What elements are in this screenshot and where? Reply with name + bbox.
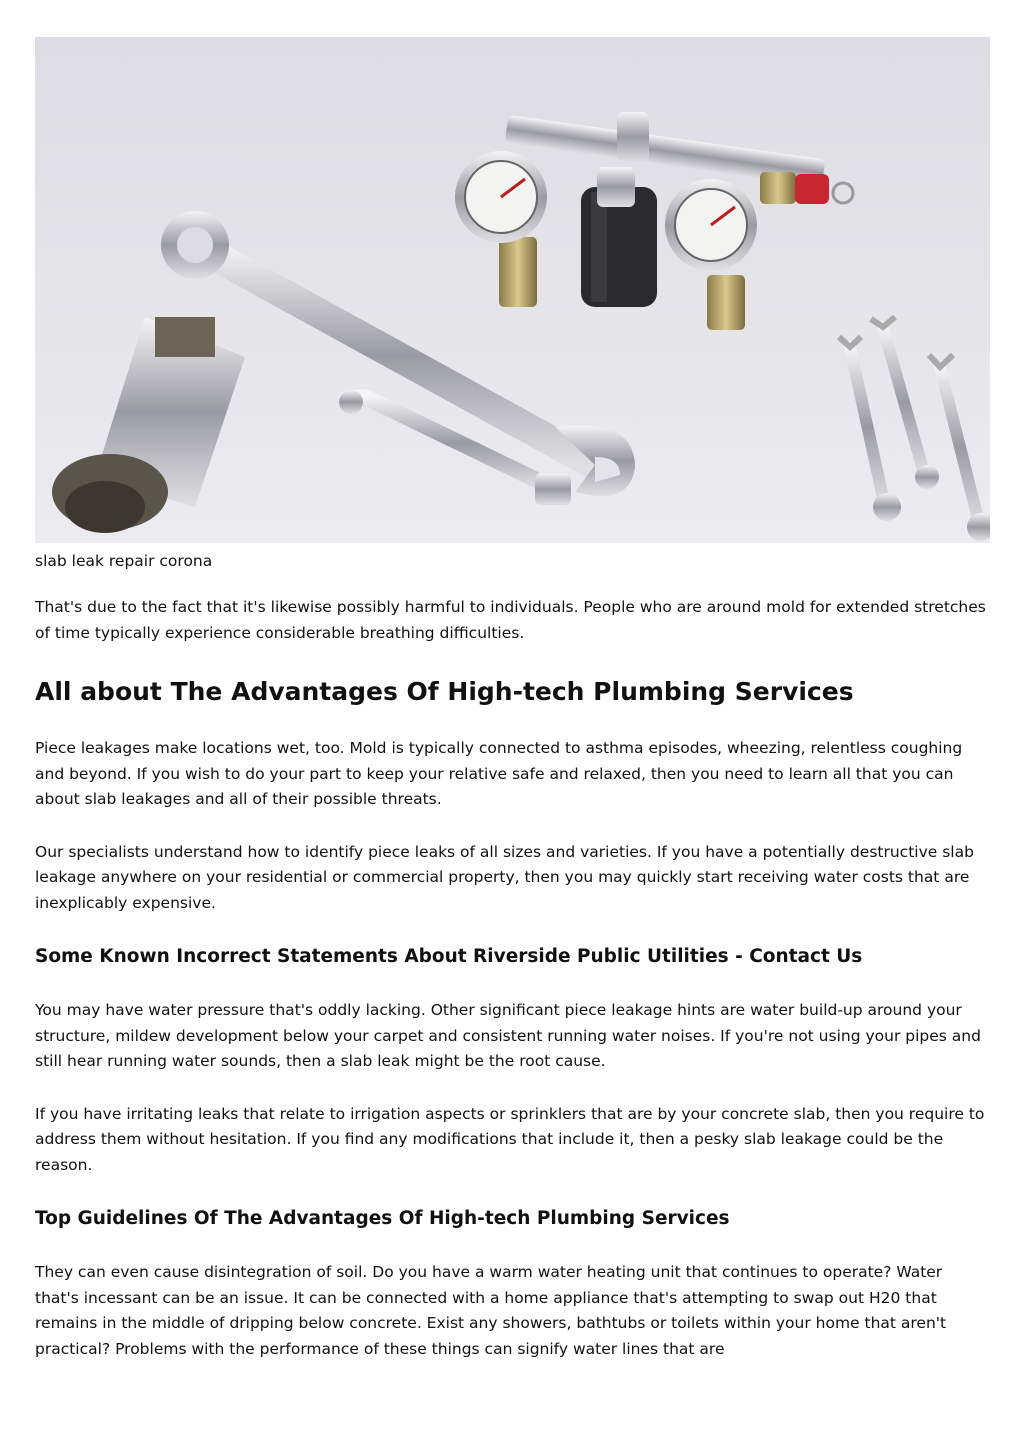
plumbing-tools-photo (35, 37, 990, 543)
section-heading: All about The Advantages Of High-tech Plumbing Services (35, 677, 854, 706)
article (35, 37, 990, 1362)
paragraph: You may have water pressure that's oddly lacking. Other significant piece leakage hints are water build-up around your structure, mildew development below your carpet and consistent running water noises. If you're not using your pipes and still hear running water sounds, then a slab leak might be the root cause. (35, 1001, 981, 1070)
paragraph: They can even cause disintegration of soil. Do you have a warm water heating unit that continues to operate? Water that's incessant can be an issue. It can be connected with a home appliance that's attempting to swap out H20 that remains in the middle of dripping below concrete. Exist any showers, bathtubs or toilets within your home that aren't practical? Problems with the performance of these things can signify water lines that are (35, 1263, 947, 1358)
paragraph: Our specialists understand how to identify piece leaks of all sizes and varieties. If you have a potentially destructive slab leakage anywhere on your residential or commercial property, then you may quickly start receiving water costs that are inexplicably expensive. (35, 842, 974, 912)
image-caption: slab leak repair corona (35, 552, 213, 570)
paragraph: Piece leakages make locations wet, too. Mold is typically connected to asthma episodes, wheezing, relentless coughing and beyond. If you wish to do your part to keep your relative safe and relaxed, then you need to learn all that you can about slab leakages and all of their possible threats. (35, 739, 963, 808)
paragraph: That's due to the fact that it's likewise possibly harmful to individuals. People who are around mold for extended stretches of time typically experience considerable breathing difficulties. (35, 598, 986, 642)
subsection-heading: Top Guidelines Of The Advantages Of High-tech Plumbing Services (35, 1208, 730, 1229)
subsection-heading: Some Known Incorrect Statements About Riverside Public Utilities - Contact Us (35, 946, 863, 967)
paragraph: If you have irritating leaks that relate to irrigation aspects or sprinklers that are by your concrete slab, then you require to address them without hesitation. If you find any modifications that include it, then a pesky slab leakage could be the reason. (35, 1104, 985, 1174)
